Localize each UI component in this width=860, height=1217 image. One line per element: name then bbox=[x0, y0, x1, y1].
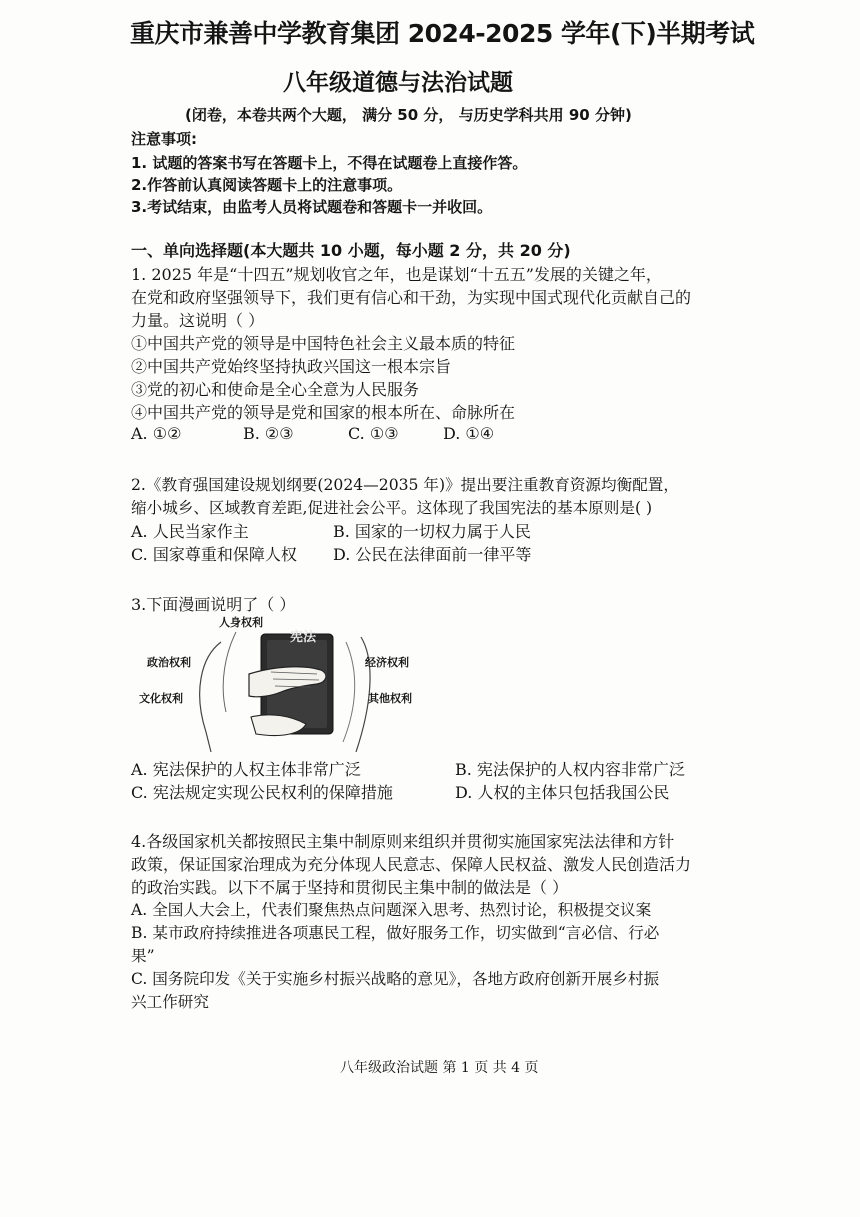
q1-option-d[interactable]: D. ①④ bbox=[443, 424, 495, 443]
q3-option-d[interactable]: D. 人权的主体只包括我国公民 bbox=[455, 783, 670, 802]
q1-option-a[interactable]: A. ①② bbox=[131, 424, 182, 443]
q1-stem-line: 在党和政府坚强领导下，我们更有信心和干劲，为实现中国式现代化贡献自己的 bbox=[131, 288, 692, 307]
q4-option-b-cont: 果” bbox=[131, 947, 155, 965]
q4-option-c[interactable]: C. 国务院印发《关于实施乡村振兴战略的意见》，各地方政府创新开展乡村振 bbox=[131, 970, 660, 988]
q1-stem-line: 力量。这说明（ ） bbox=[131, 311, 265, 330]
q2-stem-line: 缩小城乡、区域教育差距,促进社会公平。这体现了我国宪法的基本原则是( ) bbox=[131, 499, 653, 517]
q4-stem-line: 4.各级国家机关都按照民主集中制原则来组织并贯彻实施国家宪法法律和方针 bbox=[131, 832, 675, 851]
exam-title: 重庆市兼善中学教育集团 2024-2025 学年(下)半期考试 bbox=[130, 19, 755, 48]
label-political-rights: 政治权利 bbox=[147, 656, 191, 669]
label-cultural-rights: 文化权利 bbox=[139, 692, 183, 705]
q1-statement: ①中国共产党的领导是中国特色社会主义最本质的特征 bbox=[131, 334, 516, 353]
q1-statement: ②中国共产党始终坚持执政兴国这一根本宗旨 bbox=[131, 357, 452, 376]
q4-option-c-cont: 兴工作研究 bbox=[131, 993, 209, 1011]
q3-option-b[interactable]: B. 宪法保护的人权内容非常广泛 bbox=[455, 760, 685, 779]
q2-option-c[interactable]: C. 国家尊重和保障人权 bbox=[131, 545, 297, 564]
exam-subtitle: 八年级道德与法治试题 bbox=[283, 70, 513, 96]
cartoon-drawing bbox=[131, 612, 431, 752]
note-item: 2.作答前认真阅读答题卡上的注意事项。 bbox=[131, 176, 403, 194]
q3-stem: 3.下面漫画说明了（ ） bbox=[131, 595, 296, 614]
q1-option-b[interactable]: B. ②③ bbox=[243, 424, 294, 443]
q2-option-d[interactable]: D. 公民在法律面前一律平等 bbox=[333, 545, 532, 564]
constitution-cartoon bbox=[131, 612, 431, 752]
q4-option-a[interactable]: A. 全国人大会上，代表们聚焦热点问题深入思考、热烈讨论，积极提交议案 bbox=[131, 901, 652, 919]
label-personal-rights: 人身权利 bbox=[219, 616, 263, 629]
label-economic-rights: 经济权利 bbox=[365, 656, 409, 669]
q3-option-a[interactable]: A. 宪法保护的人权主体非常广泛 bbox=[131, 760, 361, 779]
q4-stem-line: 政策，保证国家治理成为充分体现人民意志、保障人民权益、激发人民创造活力 bbox=[131, 855, 692, 874]
label-other-rights: 其他权利 bbox=[368, 692, 412, 705]
q1-option-c[interactable]: C. ①③ bbox=[348, 424, 399, 443]
note-item: 1. 试题的答案书写在答题卡上，不得在试题卷上直接作答。 bbox=[131, 154, 528, 172]
q2-option-a[interactable]: A. 人民当家作主 bbox=[131, 522, 249, 541]
notes-heading: 注意事项: bbox=[131, 130, 197, 148]
q2-option-b[interactable]: B. 国家的一切权力属于人民 bbox=[333, 522, 531, 541]
exam-info: (闭卷，本卷共两个大题， 满分 50 分， 与历史学科共用 90 分钟) bbox=[185, 106, 632, 124]
q2-stem-line: 2.《教育强国建设规划纲要(2024—2035 年)》提出要注重教育资源均衡配置， bbox=[131, 476, 679, 494]
q4-stem-line: 的政治实践。以下不属于坚持和贯彻民主集中制的做法是（ ） bbox=[131, 878, 569, 897]
book-title: 宪法 bbox=[290, 630, 317, 645]
page-footer: 八年级政治试题 第 1 页 共 4 页 bbox=[340, 1060, 539, 1076]
note-item: 3.考试结束，由监考人员将试题卷和答题卡一并收回。 bbox=[131, 198, 493, 216]
q1-stem-line: 1. 2025 年是“十四五”规划收官之年，也是谋划“十五五”发展的关键之年， bbox=[131, 265, 662, 284]
q4-option-b[interactable]: B. 某市政府持续推进各项惠民工程，做好服务工作，切实做到“言必信、行必 bbox=[131, 924, 660, 942]
q1-statement: ④中国共产党的领导是党和国家的根本所在、命脉所在 bbox=[131, 403, 516, 422]
q3-option-c[interactable]: C. 宪法规定实现公民权利的保障措施 bbox=[131, 783, 393, 802]
section-heading: 一、单向选择题(本大题共 10 小题，每小题 2 分，共 20 分) bbox=[131, 241, 571, 260]
q1-statement: ③党的初心和使命是全心全意为人民服务 bbox=[131, 380, 420, 399]
